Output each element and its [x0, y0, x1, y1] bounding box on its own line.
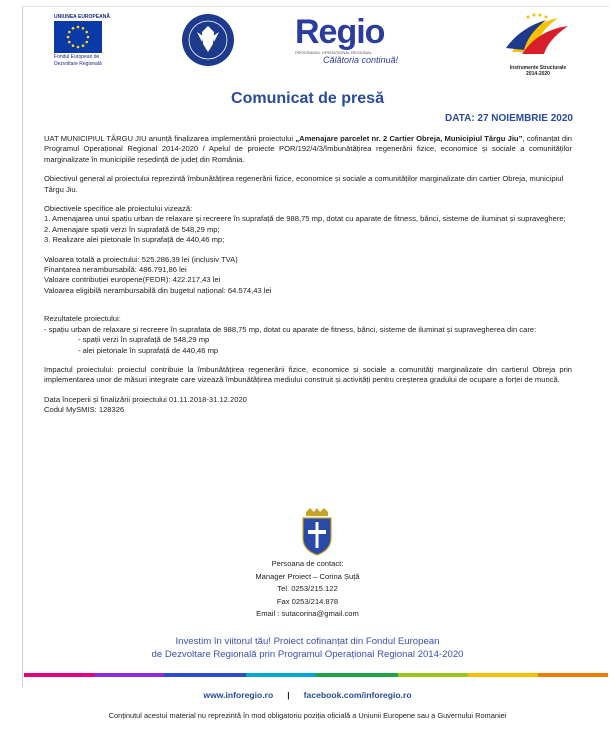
regio-logo — [295, 14, 435, 74]
press-release-body — [44, 134, 572, 416]
is-label-1: Instrumente Structurale — [509, 65, 567, 71]
eu-label-bottom-2: Dezvoltare Regională — [54, 61, 102, 67]
eu-logo — [54, 14, 122, 67]
slogan-line-2: de Dezvoltare Regională prin Programul Operațional Regional 2014-2020 — [151, 648, 464, 660]
contact-heading: Persoana de contact: — [271, 559, 344, 568]
footer-links — [0, 690, 615, 700]
general-objective: Obiectivul general al proiectului reprezintă îmbunătățirea regenerării fizice, economice și sociale a comunităților marginalizate din cartier Obreja, municipiul Târgu Jiu. — [44, 174, 564, 194]
finance-line: Valoare contribuției europene(FEDR): 422.217,43 lei — [44, 275, 221, 285]
release-date: DATA: 27 NOIEMBRIE 2020 — [445, 113, 573, 124]
results-main: - spațiu urban de relaxare și recreere în suprafata de 988,75 mp, dotat cu aparate de fitness, bănci, sisteme de iluminat și supravegherea din care: — [44, 324, 537, 334]
city-crest-icon — [300, 508, 334, 556]
contact-email: Email : sutacorina@gmail.com — [256, 609, 359, 618]
specific-objective-item: 1. Amenajarea unui spațiu urban de relaxare și recreere în suprafață de 988,75 mp, dotat cu aparate de fitness, bănci, sisteme de iluminat și supraveghere; — [44, 214, 566, 224]
intro-part-c: , cofinanțat din Programul Operațional Regional 2014-2020 / Apelul de proiecte POR/192/4/3/îmbunătățirea regenerării fizice, economice și sociale a comunităților marginalizate în municipiile reședință de județ din România. — [44, 134, 572, 164]
eu-flag-icon — [54, 21, 102, 53]
finance-line: Valoarea totală a proiectului: 525.286,39 lei (inclusiv TVA) — [44, 254, 238, 264]
ribbon-icon — [498, 12, 578, 60]
results-sub-item: - alei pietonale în suprafață de 440,46 mp — [78, 345, 219, 355]
finance-line: Valoarea eligibilă nerambursabilă din bugetul național: 64.574,43 lei — [44, 285, 272, 295]
logo-header — [40, 12, 600, 80]
results-sub-item: - spații verzi în suprafață de 548,29 mp — [78, 335, 210, 345]
contact-phone: Tel. 0253/215.122 — [277, 584, 338, 593]
specific-objective-item: 2. Amenajare spații verzi în suprafață de 548,29 mp; — [44, 224, 220, 234]
mysmis-code: Codul MySMIS: 128326 — [44, 405, 125, 415]
specific-objective-item: 3. Realizare alei pietonale în suprafață de 440,46 mp; — [44, 235, 225, 245]
project-name: „Amenajare parcelet nr. 2 Cartier Obreja, Municipiul Târgu Jiu” — [295, 134, 523, 143]
eu-label-bottom-1: Fondul European de — [54, 54, 100, 60]
color-stripe-divider — [24, 673, 608, 677]
facebook-link[interactable]: facebook.com/inforegio.ro — [303, 690, 412, 700]
eu-label-top: UNIUNEA EUROPEANĂ — [54, 14, 110, 20]
government-seal-icon — [180, 12, 236, 68]
funding-slogan — [0, 636, 615, 661]
impact-paragraph: Impactul proiectului: proiectul contribuie la îmbunătățirea regenerării fizice, economice și sociale a comunități marginalizate din cartierul Obreja prin implementarea unor de măsuri integrate care vizează îmbunătățirea mediului construit și activități pentru creșterea gradului de ocupare a forței de muncă. — [44, 364, 572, 385]
contact-fax: Fax 0253/214.878 — [276, 596, 339, 606]
regio-wordmark: Regio — [295, 13, 385, 51]
inforegio-link[interactable]: www.inforegio.ro — [203, 690, 274, 700]
contact-block — [0, 558, 615, 621]
results-heading: Rezultatele proiectului: — [44, 314, 121, 324]
contact-name: Manager Proiect – Corina Șuță — [255, 571, 360, 581]
regio-motto: Călătoria continuă! — [323, 55, 399, 65]
specific-objectives-heading: Obiectivele specifice ale proiectului vizează: — [44, 204, 193, 214]
project-dates: Data începerii și finalizării proiectului 01.11.2018-31.12.2020 — [44, 394, 247, 404]
is-label-2: 2014-2020 — [526, 71, 550, 77]
footer-disclaimer: Conținutul acestui material nu reprezintă în mod obligatoriu poziția oficială a Uniunii Europene sau a Guvernului Romaniei — [108, 711, 507, 720]
intro-paragraph — [44, 134, 572, 165]
intro-part-a: UAT MUNICIPIUL TÂRGU JIU anunță finalizarea implementării proiectului — [44, 134, 296, 143]
instrumente-structurale-logo — [498, 12, 578, 82]
regio-subtitle: PROGRAMUL OPERAȚIONAL REGIONAL — [295, 50, 372, 55]
link-separator: | — [287, 690, 290, 700]
page-title: Comunicat de presă — [231, 90, 384, 107]
finance-line: Finanțarea nerambursabilă: 486.791,86 lei — [44, 265, 187, 275]
slogan-line-1: Investim în viitorul tău! Proiect cofinanțat din Fondul European — [175, 636, 440, 647]
